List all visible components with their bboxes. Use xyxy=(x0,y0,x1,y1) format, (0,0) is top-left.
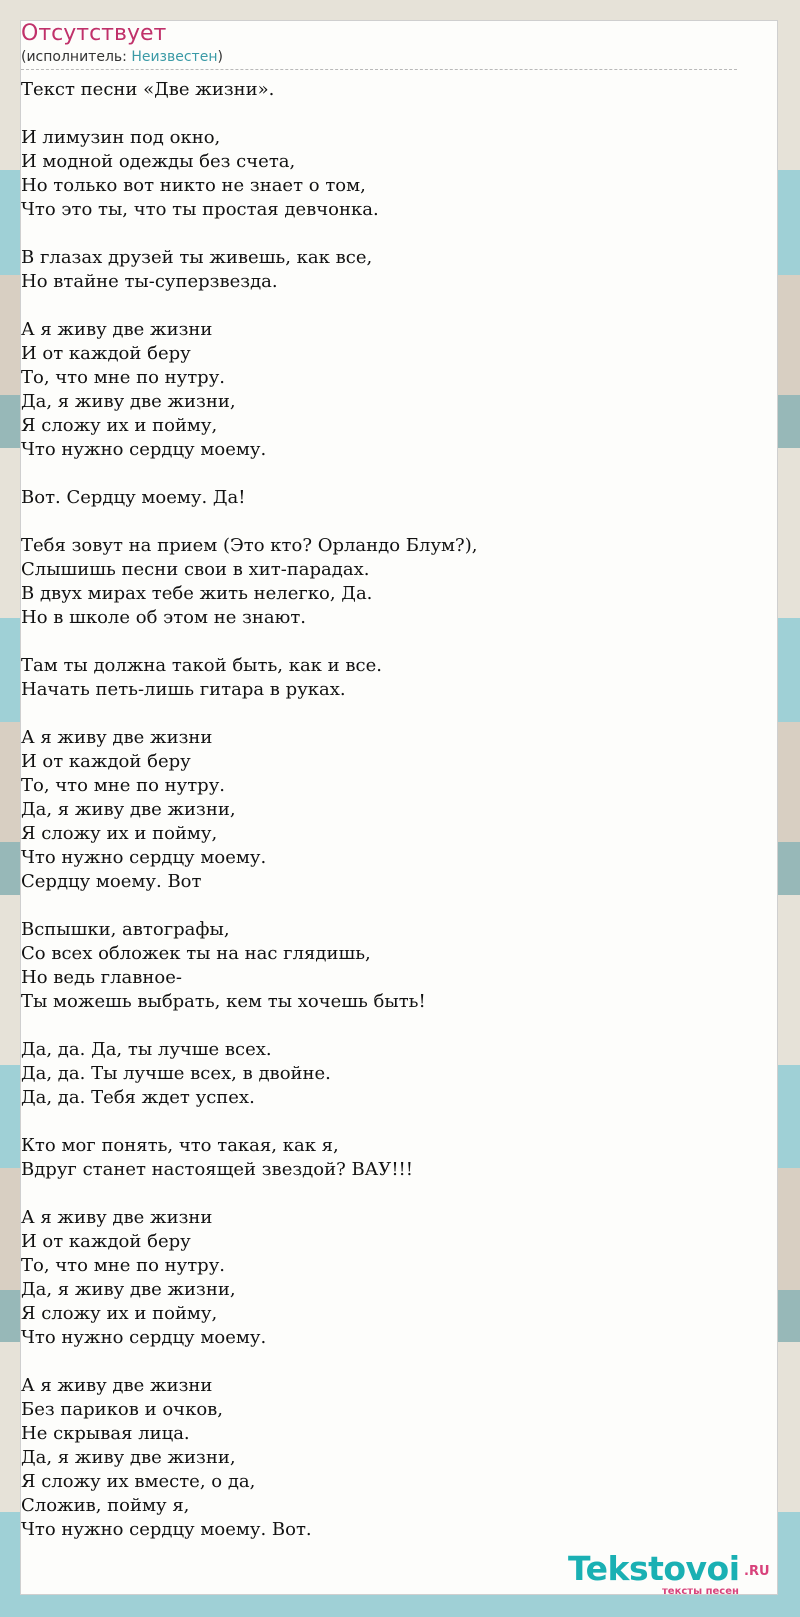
lyric-line: Что нужно сердцу моему. xyxy=(21,439,267,460)
lyric-line: Начать петь-лишь гитара в руках. xyxy=(21,679,346,700)
stanza-break xyxy=(21,462,737,486)
lyric-line: Ты можешь выбрать, кем ты хочешь быть! xyxy=(21,991,426,1012)
performer-prefix: (исполнитель: xyxy=(21,49,132,65)
lyric-line: А я живу две жизни xyxy=(21,319,213,340)
stanza-break xyxy=(21,222,737,246)
lyric-line: То, что мне по нутру. xyxy=(21,367,226,388)
lyric-line: Да, да. Тебя ждет успех. xyxy=(21,1087,255,1108)
stanza-break xyxy=(21,102,737,126)
stanza-break xyxy=(21,294,737,318)
stanza-break xyxy=(21,894,737,918)
lyric-line: Но втайне ты-суперзвезда. xyxy=(21,271,278,292)
lyric-line: Я сложу их вместе, о да, xyxy=(21,1471,256,1492)
lyric-line: И от каждой беру xyxy=(21,343,191,364)
logo-domain: .RU xyxy=(744,1564,770,1579)
lyric-line: Там ты должна такой быть, как и все. xyxy=(21,655,382,676)
lyric-line: Я сложу их и пойму, xyxy=(21,1303,218,1324)
lyric-line: Но в школе об этом не знают. xyxy=(21,607,307,628)
lyric-line: Вдруг станет настоящей звездой? ВАУ!!! xyxy=(21,1159,414,1180)
stanza-break xyxy=(21,1182,737,1206)
lyric-line: Да, я живу две жизни, xyxy=(21,799,236,820)
lyric-line: Да, да. Да, ты лучше всех. xyxy=(21,1039,272,1060)
lyric-line: Но только вот никто не знает о том, xyxy=(21,175,366,196)
lyric-line: В двух мирах тебе жить нелегко, Да. xyxy=(21,583,373,604)
lyric-line: Но ведь главное- xyxy=(21,967,182,988)
lyric-line: Со всех обложек ты на нас глядишь, xyxy=(21,943,371,964)
lyric-line: Вот. Сердцу моему. Да! xyxy=(21,487,246,508)
stanza-break xyxy=(21,630,737,654)
lyric-line: И от каждой беру xyxy=(21,1231,191,1252)
stanza-break xyxy=(21,1350,737,1374)
lyric-line: А я живу две жизни xyxy=(21,727,213,748)
lyric-line: Да, я живу две жизни, xyxy=(21,1279,236,1300)
logo-tagline: тексты песен xyxy=(662,1586,739,1597)
lyric-line: Я сложу их и пойму, xyxy=(21,823,218,844)
stanza-break xyxy=(21,1014,737,1038)
lyric-line: Что нужно сердцу моему. xyxy=(21,1327,267,1348)
lyric-line: Не скрывая лица. xyxy=(21,1423,190,1444)
lyric-line: И лимузин под окно, xyxy=(21,127,221,148)
performer-link[interactable]: Неизвестен xyxy=(131,49,218,65)
site-logo[interactable] xyxy=(568,1550,768,1600)
stanza-break xyxy=(21,702,737,726)
lyric-line: Сердцу моему. Вот xyxy=(21,871,202,892)
lyrics-text xyxy=(21,78,737,1542)
lyric-line: Вспышки, автографы, xyxy=(21,919,230,940)
performer-suffix: ) xyxy=(217,49,223,65)
lyric-line: Кто мог понять, что такая, как я, xyxy=(21,1135,339,1156)
song-title: Отсутствует xyxy=(21,21,167,46)
lyric-line: Что нужно сердцу моему. xyxy=(21,847,267,868)
performer-line xyxy=(21,48,737,66)
lyric-line: Что нужно сердцу моему. Вот. xyxy=(21,1519,312,1540)
lyric-line: Что это ты, что ты простая девчонка. xyxy=(21,199,379,220)
lyric-line: Слышишь песни свои в хит-парадах. xyxy=(21,559,370,580)
lyric-line: Да, я живу две жизни, xyxy=(21,391,236,412)
lyric-line: Текст песни «Две жизни». xyxy=(21,79,275,100)
logo-wordmark: Tekstovoi xyxy=(568,1549,740,1588)
lyric-line: То, что мне по нутру. xyxy=(21,775,226,796)
song-header xyxy=(21,20,737,70)
lyric-line: И от каждой беру xyxy=(21,751,191,772)
lyric-line: Да, да. Ты лучше всех, в двойне. xyxy=(21,1063,331,1084)
stanza-break xyxy=(21,1110,737,1134)
lyric-line: Я сложу их и пойму, xyxy=(21,415,218,436)
lyric-line: Сложив, пойму я, xyxy=(21,1495,190,1516)
lyric-line: То, что мне по нутру. xyxy=(21,1255,226,1276)
lyric-line: В глазах друзей ты живешь, как все, xyxy=(21,247,373,268)
lyric-line: А я живу две жизни xyxy=(21,1207,213,1228)
lyric-line: Да, я живу две жизни, xyxy=(21,1447,236,1468)
lyric-line: Тебя зовут на прием (Это кто? Орландо Блум?), xyxy=(21,535,478,556)
lyric-line: И модной одежды без счета, xyxy=(21,151,296,172)
lyric-line: Без париков и очков, xyxy=(21,1399,224,1420)
lyric-line: А я живу две жизни xyxy=(21,1375,213,1396)
stanza-break xyxy=(21,510,737,534)
